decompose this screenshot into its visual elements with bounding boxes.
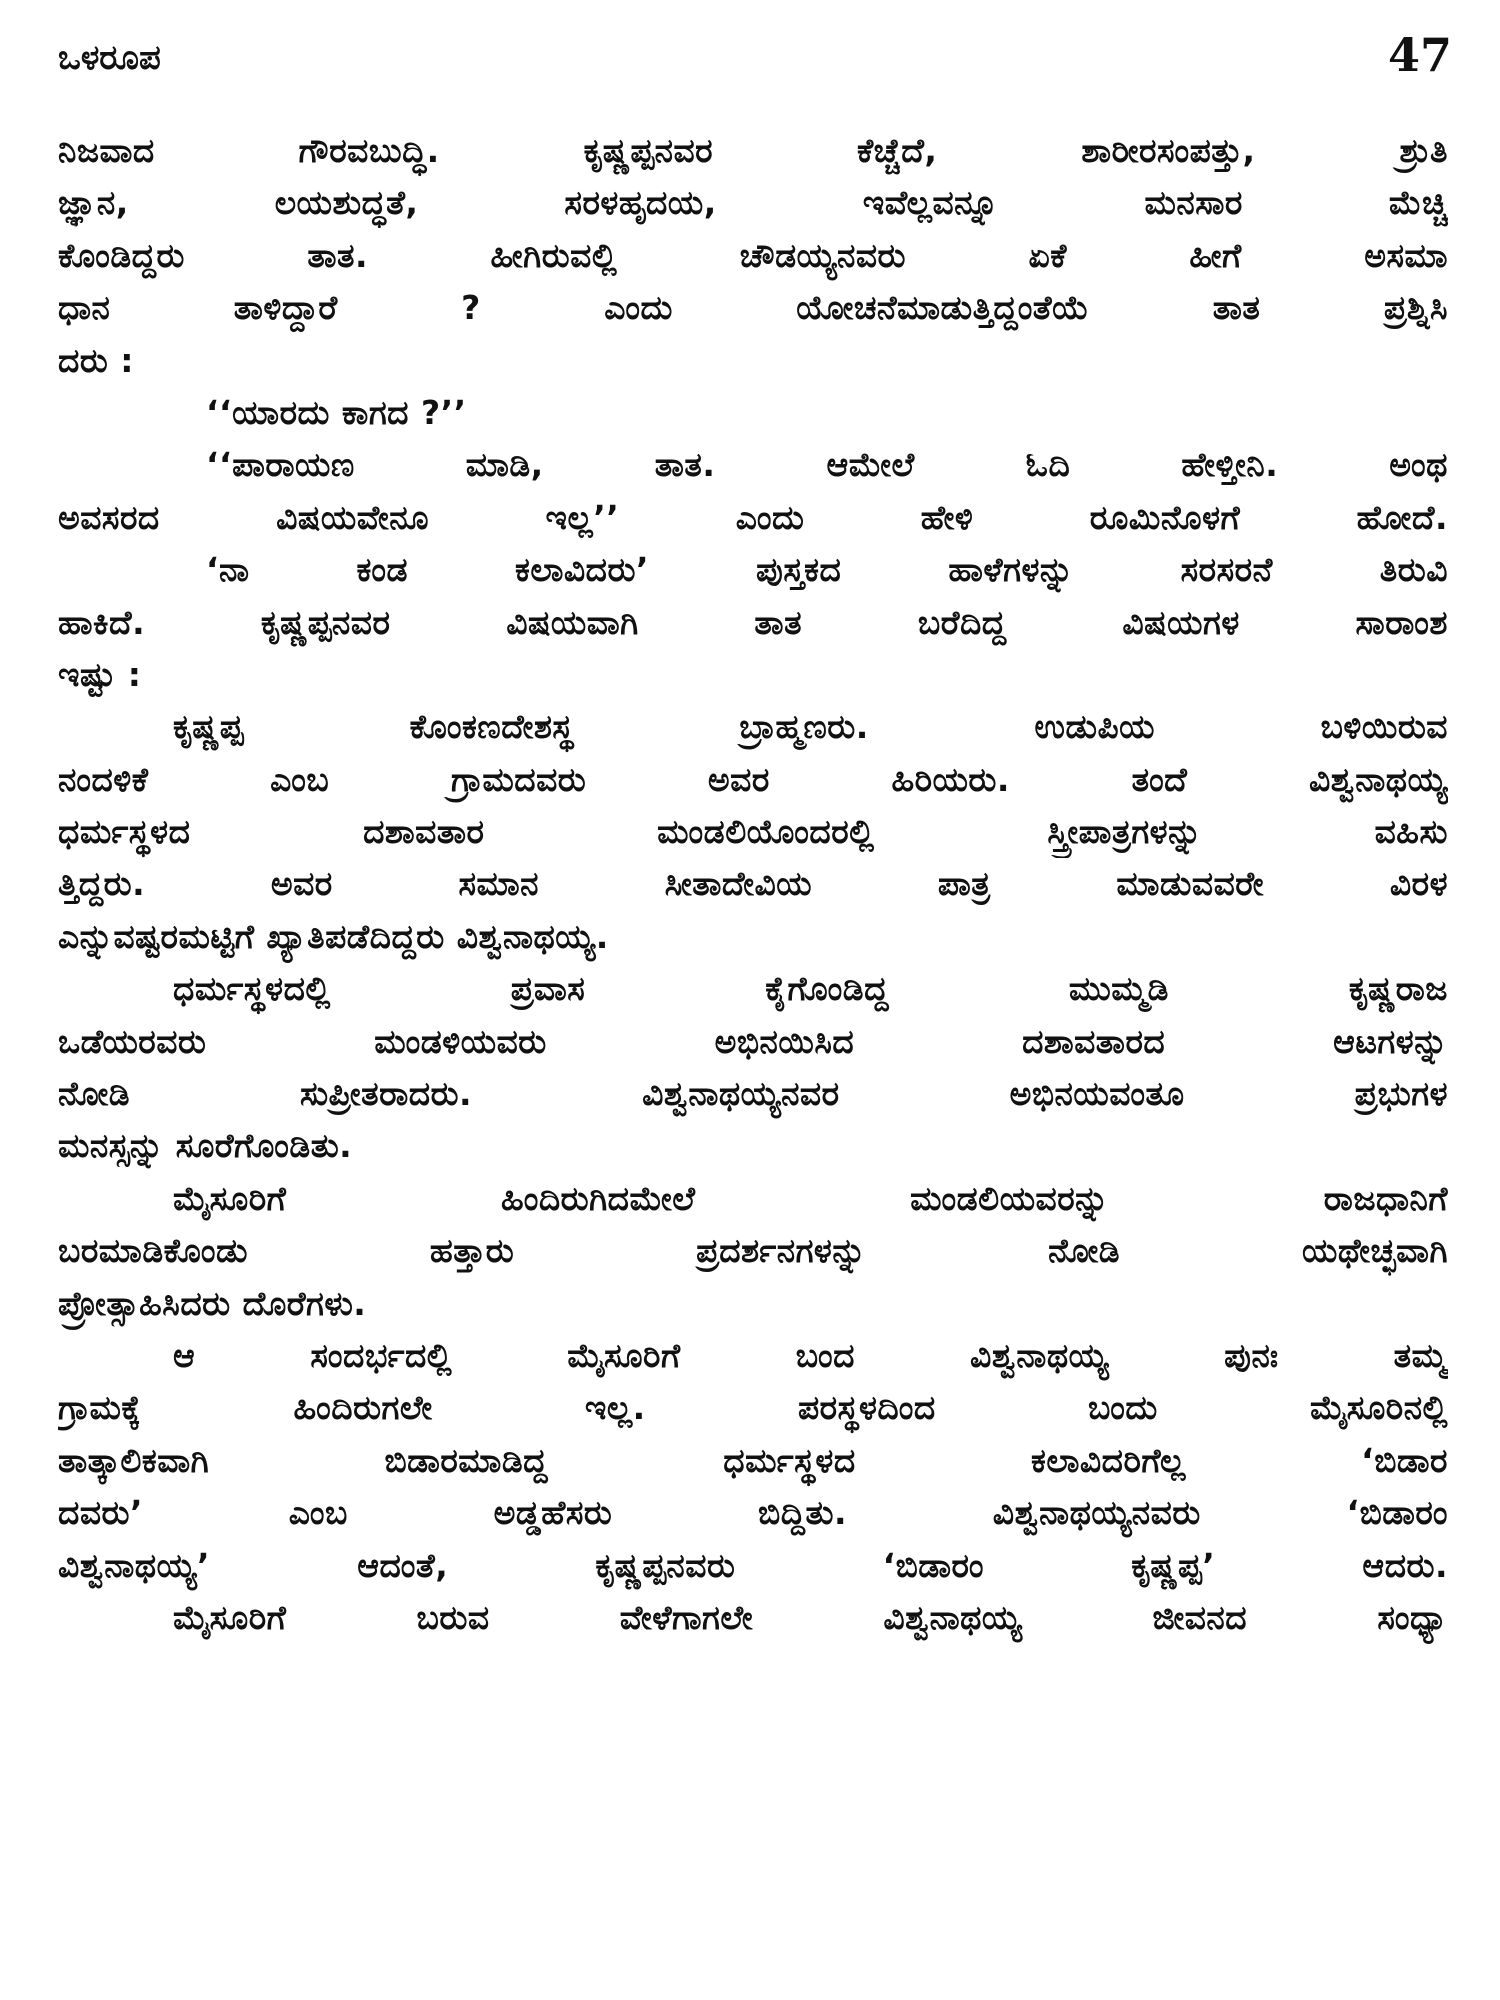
text-line: ತ್ತಿದ್ದರು. ಅವರ ಸಮಾನ ಸೀತಾದೇವಿಯ ಪಾತ್ರ ಮಾಡುವವರೇ ವಿರಳ bbox=[58, 864, 1448, 904]
text-line: ಆ ಸಂದರ್ಭದಲ್ಲಿ ಮೈಸೂರಿಗೆ ಬಂದ ವಿಶ್ವನಾಥಯ್ಯ ಪುನಃ ತಮ್ಮ bbox=[173, 1335, 1448, 1375]
text-line: ಜ್ಞಾನ, ಲಯಶುದ್ಧತೆ, ಸರಳಹೃದಯ, ಇವೆಲ್ಲವನ್ನೂ ಮನಸಾರ ಮೆಚ್ಚಿ bbox=[58, 183, 1448, 223]
text-line: ಎನ್ನುವಷ್ಟರಮಟ್ಟಿಗೆ ಖ್ಯಾತಿಪಡೆದಿದ್ದರು ವಿಶ್ವನಾಥಯ್ಯ. bbox=[58, 916, 609, 956]
text-line: ಮನಸ್ಸನ್ನು ಸೂರೆಗೊಂಡಿತು. bbox=[58, 1126, 353, 1166]
text-line: ಧರ್ಮಸ್ಥಳದ ದಶಾವತಾರ ಮಂಡಲಿಯೊಂದರಲ್ಲಿ ಸ್ತ್ರೀಪಾತ್ರಗಳನ್ನು ವಹಿಸು bbox=[58, 812, 1448, 852]
text-line: ಮೈಸೂರಿಗೆ ಬರುವ ವೇಳೆಗಾಗಲೇ ವಿಶ್ವನಾಥಯ್ಯ ಜೀವನದ ಸಂಧ್ಯಾ bbox=[173, 1597, 1448, 1637]
page-number: 47 bbox=[1387, 28, 1452, 82]
text-line: ಹಾಕಿದೆ. ಕೃಷ್ಣಪ್ಪನವರ ವಿಷಯವಾಗಿ ತಾತ ಬರೆದಿದ್ದ ವಿಷಯಗಳ ಸಾರಾಂಶ bbox=[58, 602, 1448, 642]
text-line: ನೋಡಿ ಸುಪ್ರೀತರಾದರು. ವಿಶ್ವನಾಥಯ್ಯನವರ ಅಭಿನಯವಂತೂ ಪ್ರಭುಗಳ bbox=[58, 1074, 1448, 1114]
text-line: ನಿಜವಾದ ಗೌರವಬುದ್ಧಿ. ಕೃಷ್ಣಪ್ಪನವರ ಕೆಚ್ಚೆದೆ, ಶಾರೀರಸಂಪತ್ತು, ಶ್ರುತಿ bbox=[58, 131, 1448, 170]
running-head-title: ಒಳರೂಪ bbox=[58, 38, 161, 78]
text-line: ಗ್ರಾಮಕ್ಕೆ ಹಿಂದಿರುಗಲೇ ಇಲ್ಲ. ಪರಸ್ಥಳದಿಂದ ಬಂದು ಮೈಸೂರಿನಲ್ಲಿ bbox=[58, 1388, 1448, 1428]
text-line: ವಿಶ್ವನಾಥಯ್ಯ’ ಆದಂತೆ, ಕೃಷ್ಣಪ್ಪನವರು ‘ಬಿಡಾರಂ ಕೃಷ್ಣಪ್ಪ’ ಆದರು. bbox=[58, 1545, 1448, 1585]
text-line: ಪ್ರೋತ್ಸಾಹಿಸಿದರು ದೊರೆಗಳು. bbox=[58, 1283, 367, 1323]
text-line: ದವರು’ ಎಂಬ ಅಡ್ಡಹೆಸರು ಬಿದ್ದಿತು. ವಿಶ್ವನಾಥಯ್ಯನವರು ‘ಬಿಡಾರಂ bbox=[58, 1493, 1448, 1533]
text-line: ಧರ್ಮಸ್ಥಳದಲ್ಲಿ ಪ್ರವಾಸ ಕೈಗೊಂಡಿದ್ದ ಮುಮ್ಮಡಿ ಕೃಷ್ಣರಾಜ bbox=[173, 969, 1448, 1009]
text-line: ಕೊಂಡಿದ್ದರು ತಾತ. ಹೀಗಿರುವಲ್ಲಿ ಚೌಡಯ್ಯನವರು ಏಕೆ ಹೀಗೆ ಅಸಮಾ bbox=[58, 235, 1448, 275]
text-line: ದರು : bbox=[58, 340, 134, 380]
body-text bbox=[58, 125, 1448, 1644]
text-line: ‘‘ಯಾರದು ಕಾಗದ ?’’ bbox=[206, 392, 467, 432]
text-line: ಕೃಷ್ಣಪ್ಪ ಕೊಂಕಣದೇಶಸ್ಥ ಬ್ರಾಹ್ಮಣರು. ಉಡುಪಿಯ ಬಳಿಯಿರುವ bbox=[173, 707, 1448, 747]
text-line: ಅವಸರದ ವಿಷಯವೇನೂ ಇಲ್ಲ’’ ಎಂದು ಹೇಳಿ ರೂಮಿನೊಳಗೆ ಹೋದೆ. bbox=[58, 497, 1448, 537]
text-line: ‘ನಾ ಕಂಡ ಕಲಾವಿದರು’ ಪುಸ್ತಕದ ಹಾಳೆಗಳನ್ನು ಸರಸರನೆ ತಿರುವಿ bbox=[206, 550, 1448, 590]
text-line: ತಾತ್ಕಾಲಿಕವಾಗಿ ಬಿಡಾರಮಾಡಿದ್ದ ಧರ್ಮಸ್ಥಳದ ಕಲಾವಿದರಿಗೆಲ್ಲ ‘ಬಿಡಾರ bbox=[58, 1440, 1448, 1480]
text-line: ಒಡೆಯರವರು ಮಂಡಳಿಯವರು ಅಭಿನಯಿಸಿದ ದಶಾವತಾರದ ಆಟಗಳನ್ನು bbox=[58, 1021, 1448, 1061]
text-line: ನಂದಳಿಕೆ ಎಂಬ ಗ್ರಾಮದವರು ಅವರ ಹಿರಿಯರು. ತಂದೆ ವಿಶ್ವನಾಥಯ್ಯ bbox=[58, 759, 1448, 799]
text-line: ಧಾನ ತಾಳಿದ್ದಾರೆ ? ಎಂದು ಯೋಚನೆಮಾಡುತ್ತಿದ್ದಂತೆಯೆ ತಾತ ಪ್ರಶ್ನಿಸಿ bbox=[58, 288, 1448, 328]
text-line: ಮೈಸೂರಿಗೆ ಹಿಂದಿರುಗಿದಮೇಲೆ ಮಂಡಲಿಯವರನ್ನು ರಾಜಧಾನಿಗೆ bbox=[173, 1178, 1448, 1218]
text-line: ಬರಮಾಡಿಕೊಂಡು ಹತ್ತಾರು ಪ್ರದರ್ಶನಗಳನ್ನು ನೋಡಿ ಯಥೇಚ್ಛವಾಗಿ bbox=[58, 1231, 1448, 1271]
text-line: ಇಷ್ಟು : bbox=[58, 654, 142, 694]
text-line: ‘‘ಪಾರಾಯಣ ಮಾಡಿ, ತಾತ. ಆಮೇಲೆ ಓದಿ ಹೇಳ್ತೀನಿ. ಅಂಥ bbox=[206, 445, 1448, 485]
